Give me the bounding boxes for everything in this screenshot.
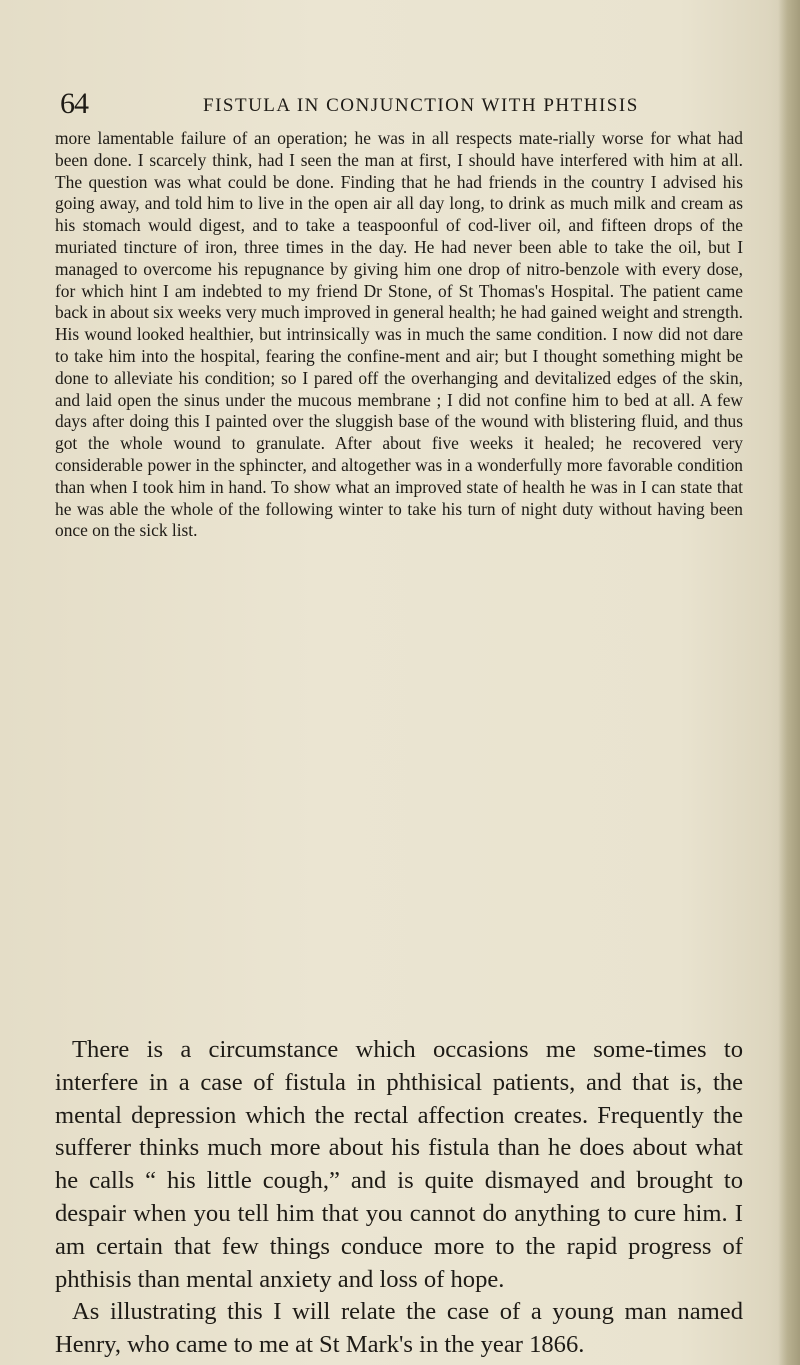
large-type-section xyxy=(55,1034,743,1362)
page-edge-shadow xyxy=(778,0,800,1365)
paragraph-mental-depression: There is a circumstance which occasions me some-times to interfere in a case of fistula in phthisical patients, and that is, the mental depression which the rectal affection creates. Frequently the sufferer thinks much more about his fistula than he does about what he calls “ his little cough,” and is quite dismayed and brought to despair when you tell him that you cannot do anything to cure him. I am certain that few things conduce more to the rapid progress of phthisis than mental anxiety and loss of hope. xyxy=(55,1036,743,1293)
page-header xyxy=(60,88,740,122)
paragraph-case-henry: As illustrating this I will relate the case of a young man named Henry, who came to me at St Mark's in the year 1866. xyxy=(55,1298,743,1359)
page-number: 64 xyxy=(60,87,88,120)
paragraph-continued xyxy=(55,128,743,542)
running-head: FISTULA IN CONJUNCTION WITH PHTHISIS xyxy=(203,95,639,116)
paragraph-text: more lamentable failure of an operation; he was in all respects mate-rially worse for what had been done. I scarcely think, had I seen the man at first, I should have interfered with him at all. The question was what could be done. Finding that he had friends in the country I advised his going away, and told him to live in the open air all day long, to drink as much milk and cream as his stomach would digest, and to take a teaspoonful of cod-liver oil, and fifteen drops of the muriated tincture of iron, three times in the day. He had never been able to take the oil, but I managed to overcome his repugnance by giving him one drop of nitro-benzole with every dose, for which hint I am indebted to my friend Dr Stone, of St Thomas's Hospital. The patient came back in about six weeks very much improved in general health; he had gained weight and strength. His wound looked healthier, but intrinsically was in much the same condition. I now did not dare to take him into the hospital, fearing the confine-ment and air; but I thought something might be done to alleviate his condition; so I pared off the overhanging and devitalized edges of the skin, and laid open the sinus under the mucous membrane ; I did not confine him to bed at all. A few days after doing this I painted over the sluggish base of the wound with blistering fluid, and thus got the whole wound to granulate. After about five weeks it healed; he recovered very considerable power in the sphincter, and altogether was in a wonderfully more favorable condition than when I took him in hand. To show what an improved state of health he was in I can state that he was able the whole of the following winter to take his turn of night duty without having been once on the sick list. xyxy=(55,128,743,541)
